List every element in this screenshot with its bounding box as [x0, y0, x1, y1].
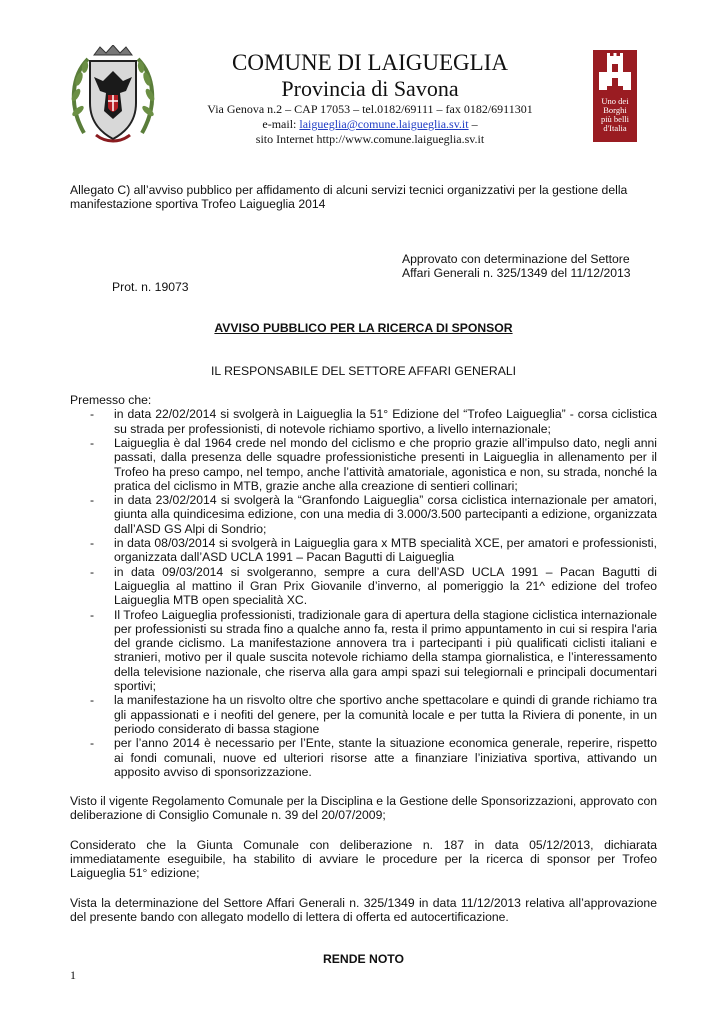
responsible-heading: IL RESPONSABILE DEL SETTORE AFFARI GENERALI [210, 363, 516, 378]
approval-block [402, 252, 657, 281]
website-line: sito Internet http://www.comune.laigueglia.sv.it [255, 132, 485, 146]
list-item: - la manifestazione ha un risvolto oltre che sportivo anche spettacolare e quindi di grande richiamo tra gli appassionati e i neofiti del genere, per la comunità locale e per tutta la Riviera di ponente, in un periodo considerato di bassa stagione [90, 693, 657, 736]
letterhead-text [180, 50, 560, 147]
list-item-text: la manifestazione ha un risvolto oltre che sportivo anche spettacolare e quindi di grande richiamo tra gli appassionati e i neofiti del genere, per la comunità locale e per tutta la Riviera di ponente, in un periodo considerato di bassa stagione [114, 693, 657, 736]
visto-paragraph: Visto il vigente Regolamento Comunale per la Disciplina e la Gestione delle Sponsorizzazioni, approvato con deliberazione di Consiglio Comunale n. 39 del 20/07/2009; [70, 794, 657, 823]
email-suffix: – [468, 117, 478, 131]
page-number: 1 [70, 968, 76, 982]
badge-line-3: più belli [600, 114, 630, 124]
email-line [180, 117, 560, 132]
considerato-paragraph: Considerato che la Giunta Comunale con deliberazione n. 187 in data 05/12/2013, dichiarata immediatamente eseguibile, ha stabilito di avviare le procedure per la ricerca di sponsor per Trofeo Laigueglia 51° edizione; [70, 837, 657, 881]
list-item: - Laigueglia è dal 1964 crede nel mondo del ciclismo e che proprio grazie all’impulso dato, negli anni passati, dalla presenza delle squadre professionistiche presenti in Laigueglia in allenamento per il Trofeo ha preso campo, nel tempo, anche l’attività amatoriale, agonistica e non, su strada, nonché la pratica del ciclismo in MTB, grazie anche alla creazione di sentieri collinari; [90, 435, 657, 493]
letterhead [0, 45, 724, 155]
premises-list [70, 407, 657, 779]
list-item-text: Il Trofeo Laigueglia professionisti, tradizionale gara di apertura della stagione ciclistica internazionale per professionisti su strada fino a qualche anno fa, resta il primo appuntamento in cui si respira l'aria del grande ciclismo. La manifestazione annovera tra i partecipanti i più qualificati ciclisti italiani e stranieri, motivo per il quale suscita notevole richiamo della stampa giornalistica, e l’interessamento della televisione nazionale, che riserva alla gara ampi spazi sui telegiornali e principali documentari sportivi; [114, 607, 657, 694]
allegato-paragraph: Allegato C) all’avviso pubblico per affidamento di alcuni servizi tecnici organizzativi per la gestione della manifestazione sportiva Trofeo Laigueglia 2014 [70, 183, 628, 212]
email-link[interactable]: laigueglia@comune.laigueglia.sv.it [299, 117, 469, 131]
notice-title: AVVISO PUBBLICO PER LA RICERCA DI SPONSOR [214, 321, 513, 336]
list-item: - in data 23/02/2014 si svolgerà la “Granfondo Laigueglia” corsa ciclistica internazionale per amatori, giunta alla quindicesima edizione, con una media di 3.000/3.500 partecipanti a edizione, organizzata dall’ASD GS Alpi di Sondrio; [90, 493, 657, 536]
protocol-number: Prot. n. 19073 [112, 280, 189, 295]
borghi-badge [593, 50, 637, 142]
premesso-label: Premesso che: [70, 393, 152, 408]
municipal-crest-icon [70, 45, 156, 145]
list-item-text: in data 23/02/2014 si svolgerà la “Granfondo Laigueglia” corsa ciclistica internazionale per amatori, giunta alla quindicesima edizione, con una media di 3.000/3.500 partecipanti a edizione, organizzata dall’ASD GS Alpi di Sondrio; [114, 493, 657, 536]
list-item-text: in data 22/02/2014 si svolgerà in Laigueglia la 51° Edizione del “Trofeo Laigueglia” - corsa ciclistica su strada per professionisti, di notevole richiamo sportivo, a livello internazionale; [114, 407, 657, 436]
badge-line-2: Borghi [603, 105, 627, 115]
list-item: - Il Trofeo Laigueglia professionisti, tradizionale gara di apertura della stagione ciclistica internazionale per professionisti su strada fino a qualche anno fa, resta il primo appuntamento in cui si respira l'aria del grande ciclismo. La manifestazione annovera tra i partecipanti i più qualificati ciclisti italiani e stranieri, motivo per il quale suscita notevole richiamo della stampa giornalistica, e l’interessamento della televisione nazionale, che riserva alla gara ampi spazi sui telegiornali e principali documentari sportivi; [90, 607, 657, 694]
address-line: Via Genova n.2 – CAP 17053 – tel.0182/69111 – fax 0182/6911301 [207, 102, 533, 116]
document-body [70, 183, 657, 966]
rende-noto-heading: RENDE NOTO [322, 952, 405, 967]
list-item: - in data 22/02/2014 si svolgerà in Laigueglia la 51° Edizione del “Trofeo Laigueglia” - corsa ciclistica su strada per professionisti, di notevole richiamo sportivo, a livello internazionale; [90, 407, 657, 436]
vista-paragraph: Vista la determinazione del Settore Affari Generali n. 325/1349 in data 11/12/2013 relativa all’approvazione del presente bando con allegato modello di lettera di offerta ed autocertificazione. [70, 895, 657, 924]
approval-line-1: Approvato con determinazione del Settore [402, 251, 630, 266]
list-item-text: in data 09/03/2014 si svolgeranno, sempre a cura dell’ASD UCLA 1991 – Pacan Bagutti di Laigueglia al mattino il Gran Prix Giovanile d’inverno, al pomeriggio la 21^ edizione del trofeo Laigueglia MTB open specialità XC. [114, 564, 657, 608]
email-prefix: e-mail: [262, 117, 300, 131]
list-item-text: Laigueglia è dal 1964 crede nel mondo del ciclismo e che proprio grazie all’impulso dato, negli anni passati, dalla presenza delle squadre professionistiche presenti in Laigueglia in allenamento per il Trofeo ha preso campo, nel tempo, anche l’attività amatoriale, agonistica e non, su strada, nonché la pratica del ciclismo in MTB, grazie anche alla creazione di sentieri collinari; [114, 435, 657, 493]
badge-line-4: d'Italia [603, 123, 627, 133]
municipality-title: COMUNE DI LAIGUEGLIA [232, 50, 508, 75]
list-item: - per l’anno 2014 è necessario per l’Ente, stante la situazione economica generale, reperire, rispetto ai fondi comunali, nuove ed ulteriori risorse atte a finanziare l’iniziativa sportiva, attivando un apposito avviso di sponsorizzazione. [90, 736, 657, 779]
list-item-text: per l’anno 2014 è necessario per l’Ente, stante la situazione economica generale, reperire, rispetto ai fondi comunali, nuove ed ulteriori risorse atte a finanziare l’iniziativa sportiva, attivando un apposito avviso di sponsorizzazione. [114, 736, 657, 779]
list-item: - in data 09/03/2014 si svolgeranno, sempre a cura dell’ASD UCLA 1991 – Pacan Bagutti di Laigueglia al mattino il Gran Prix Giovanile d’inverno, al pomeriggio la 21^ edizione del trofeo Laigueglia MTB open specialità XC. [90, 564, 657, 608]
approval-line-2: Affari Generali n. 325/1349 del 11/12/2013 [402, 265, 631, 280]
badge-line-1: Uno dei [601, 96, 629, 106]
list-item-text: in data 08/03/2014 si svolgerà in Laigueglia gara x MTB specialità XCE, per amatori e professionisti, organizzata dall’ASD UCLA 1991 – Pacan Bagutti di Laigueglia [114, 536, 657, 565]
list-item: - in data 08/03/2014 si svolgerà in Laigueglia gara x MTB specialità XCE, per amatori e professionisti, organizzata dall’ASD UCLA 1991 – Pacan Bagutti di Laigueglia [90, 536, 657, 565]
province-subtitle: Provincia di Savona [281, 76, 459, 101]
